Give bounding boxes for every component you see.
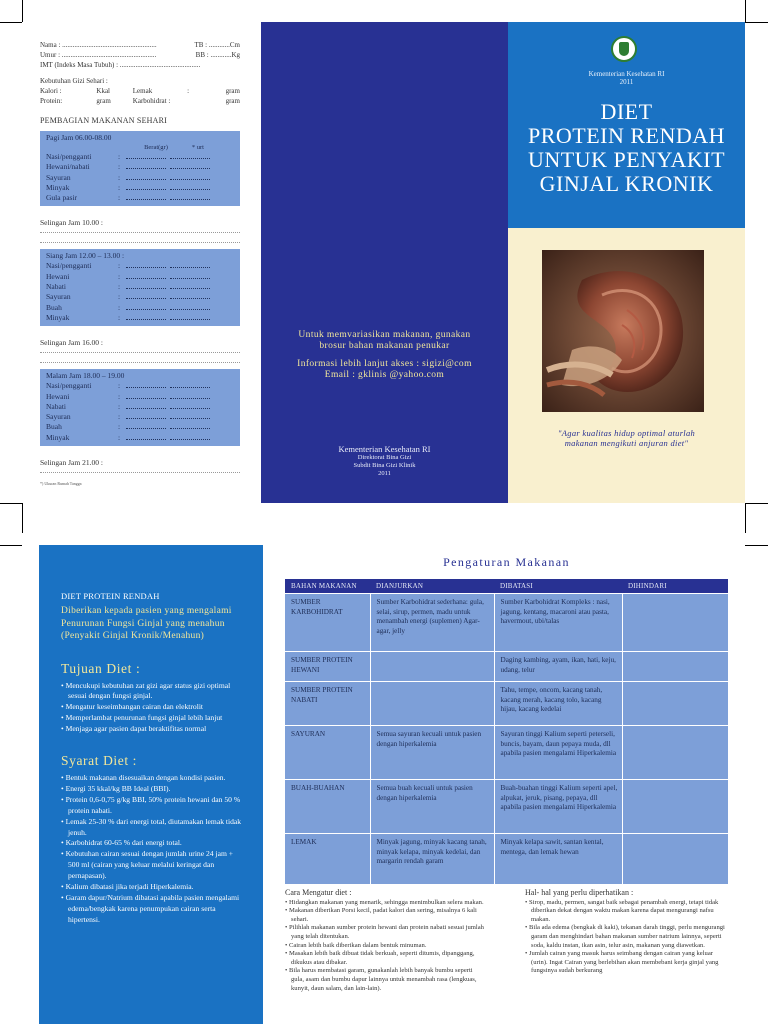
lunch-box [40, 249, 240, 326]
meal-plan-form [40, 40, 240, 500]
column-header: BAHAN MAKANAN [285, 579, 370, 594]
table-header-row [285, 579, 728, 594]
list-item: • Mencukupi kebutuhan zat gizi agar status gizi optimal sesuai dengan fungsi ginjal. [61, 681, 243, 703]
table-cell: SAYURAN [285, 726, 370, 780]
meal-title: Pagi Jam 06.00-08.00 [46, 133, 112, 142]
table-cell: Daging kambing, ayam, ikan, hati, keju, udang, telur [494, 652, 622, 682]
crop-mark [22, 0, 23, 22]
requirements-heading: Syarat Diet : [61, 753, 138, 769]
column-header: DIBATASI [494, 579, 622, 594]
list-item: • Bentuk makanan disesuaikan dengan kondisi pasien. [61, 773, 243, 784]
ministry-logo-icon [611, 36, 637, 62]
crop-mark [0, 545, 22, 546]
cover-panel [508, 22, 745, 503]
needs-row-calorie: Kalori : Kkal Lemak : gram [40, 87, 240, 95]
meal-row: Sayuran : [46, 292, 234, 302]
food-table [285, 579, 728, 884]
table-cell: Sumber Karbohidrat sederhana: gula, selai, sirup, permen, madu untuk menambah energi (suplemen) Agar-agar, jelly [370, 594, 494, 652]
meal-row: Minyak : [46, 433, 234, 443]
list-item: • Menjaga agar pasien dapat beraktifitas normal [61, 724, 243, 735]
snack-morning: Selingan Jam 10.00 : [40, 218, 103, 228]
cover-title: DIET PROTEIN RENDAH UNTUK PENYAKIT GINJAL KRONIK [527, 99, 726, 196]
list-item: • Karbohidrat 60-65 % dari energi total. [61, 838, 243, 849]
crop-mark [745, 22, 768, 23]
table-cell [370, 652, 494, 682]
table-cell [622, 594, 728, 652]
list-item: • Garam dapur/Natrium dibatasi apabila pasien mengalami edema/bengkak karena penumpukan cairan serta hipertensi. [61, 893, 243, 926]
list-item: • Lemak 25-30 % dari energi total, diutamakan lemak tidak jenuh. [61, 817, 243, 839]
diet-description: Diberikan kepada pasien yang mengalami Penurunan Fungsi Ginjal yang menahun (Penyakit Ginjal Kronik/Menahun) [61, 606, 232, 641]
cover-quote: "Agar kualitas hidup optimal aturlah makanan mengikuti anjuran diet" [557, 428, 696, 448]
diet-tips [285, 889, 485, 993]
meal-row: Minyak : [46, 183, 234, 193]
table-cell: LEMAK [285, 834, 370, 884]
table-cell: Sayuran tinggi Kalium seperti peterseli, buncis, bayam, daun pepaya muda, dll apabila pasien mengalami Hiperkalemia [494, 726, 622, 780]
crop-mark [22, 503, 23, 533]
meal-row: Minyak : [46, 313, 234, 323]
table-cell: SUMBER KARBOHIDRAT [285, 594, 370, 652]
form-line-bmi: IMT (Indeks Masa Tubuh) : .............................................. [40, 61, 201, 69]
list-item: • Makanan diberikan Porsi kecil, padat kalori dan sering, misalnya 6 kali sehari. [285, 907, 485, 924]
column-header: DIANJURKAN [370, 579, 494, 594]
list-item: • Kebutuhan cairan sesuai dengan jumlah urine 24 jam + 500 ml (cairan yang keluar melalui keringat dan pernapasan). [61, 849, 243, 882]
meal-row: Nasi/pengganti : [46, 381, 234, 391]
publisher-footer: Kementerian Kesehatan RI Direktorat Bina Gizi Subdit Bina Gizi Klinik 2011 [338, 444, 431, 477]
table-cell: SUMBER PROTEIN NABATI [285, 682, 370, 726]
list-item: • Pilihlah makanan sumber protein hewani dan protein nabati sesuai jumlah yang telah ditentukan. [285, 924, 485, 941]
meal-row: Buah : [46, 303, 234, 313]
table-cell: BUAH-BUAHAN [285, 780, 370, 834]
list-item: • Masakan lebih baik dibuat tidak berkuah, seperti ditumis, dipanggang, dikukus atau dibakar. [285, 950, 485, 967]
meal-row: Nabati : [46, 282, 234, 292]
form-line-name: Nama : ...................................................... TB : ............Cm [40, 41, 240, 49]
meal-row: Nabati : [46, 402, 234, 412]
table-row [285, 834, 728, 884]
column-header: DIHINDARI [622, 579, 728, 594]
table-cell: Semua sayuran kecuali untuk pasien dengan hiperkalemia [370, 726, 494, 780]
meal-title: Siang Jam 12.00 – 13.00 : [46, 251, 125, 261]
contact-info: Informasi lebih lanjut akses : sigizi@com Email : gklinis @yahoo.com [297, 359, 472, 380]
kidney-illustration [542, 250, 704, 412]
table-cell [622, 652, 728, 682]
table-cell: Semua buah kecuali untuk pasien dengan hiperkalemia [370, 780, 494, 834]
list-item: • Cairan lebih baik diberikan dalam bentuk minuman. [285, 942, 485, 951]
table-cell [622, 682, 728, 726]
requirements-list [61, 773, 243, 926]
table-cell [622, 780, 728, 834]
table-cell [622, 726, 728, 780]
attention-notes [525, 889, 725, 976]
footnote: *) Ukuran Rumah Tangga [40, 481, 82, 487]
meal-row: Sayuran : [46, 173, 234, 183]
meal-title: Malam Jam 18.00 – 19.00 [46, 371, 125, 381]
table-row [285, 652, 728, 682]
list-item: • Bila harus membatasi garam, gunakanlah lebih banyak bumbu seperti gula, asam dan bumbu dapur lainnya untuk menambah rasa (lengkuas, kunyit, daun salam, dan lain-lain). [285, 967, 485, 993]
table-cell: Minyak jagung, minyak kacang tanah, minyak kelapa, minyak kedelai, dan margarin rendah garam [370, 834, 494, 884]
crop-mark [0, 22, 22, 23]
meal-row: Hewani : [46, 392, 234, 402]
needs-title: Kebutuhan Gizi Sehari : [40, 77, 108, 85]
list-item: • Jumlah cairan yang masuk harus seimbang dengan cairan yang keluar (urin). Ingat Cairan yang berlebihan akan membebani kerja ginjal yang fungsinya sudah berkurang [525, 950, 725, 976]
table-cell [370, 682, 494, 726]
crop-mark [745, 0, 746, 22]
crop-mark [745, 545, 768, 546]
goal-list [61, 681, 243, 736]
list-item: • Sirop, madu, permen, sangat baik sebagai penambah energi, tetapi tidak diberikan dekat dengan waktu makan karena dapat mengurangi nafsu makan. [525, 899, 725, 925]
table-row [285, 682, 728, 726]
list-item: • Memperlambat penurunan fungsi ginjal lebih lanjut [61, 713, 243, 724]
ministry-label: Kementerian Kesehatan RI 2011 [588, 70, 665, 86]
table-cell: Buah-buahan tinggi Kalium seperti apel, alpukat, jeruk, pisang, pepaya, dll apabila pasien mengalami Hiperkalemia [494, 780, 622, 834]
table-row [285, 726, 728, 780]
food-regulation-section [285, 555, 728, 1024]
diet-name: DIET PROTEIN RENDAH [61, 591, 160, 601]
crop-mark [745, 503, 768, 504]
meal-row: Hewani : [46, 272, 234, 282]
meal-row: Nasi/pengganti : [46, 152, 234, 162]
crop-mark [0, 503, 22, 504]
list-item: • Protein 0,6-0,75 g/kg BBI, 50% protein hewani dan 50 % protein nabati. [61, 795, 243, 817]
dinner-box [40, 369, 240, 446]
needs-row-protein: Protein: gram Karbohidrat : gram [40, 97, 240, 105]
table-cell [622, 834, 728, 884]
list-item: • Kalium dibatasi jika terjadi Hiperkalemia. [61, 882, 243, 893]
table-row [285, 780, 728, 834]
info-contact-panel [261, 22, 508, 503]
meal-row: Hewani/nabati : [46, 162, 234, 172]
meal-row: Gula pasir : [46, 193, 234, 203]
meal-row: Buah : [46, 422, 234, 432]
section-title: Pengaturan Makanan [443, 555, 570, 569]
table-row [285, 594, 728, 652]
list-item: • Energi 35 kkal/kg BB Ideal (BBI). [61, 784, 243, 795]
table-cell: Minyak kelapa sawit, santan kental, mentega, dan lemak hewan [494, 834, 622, 884]
crop-mark [745, 503, 746, 533]
goal-heading: Tujuan Diet : [61, 660, 141, 676]
meal-row: Sayuran : [46, 412, 234, 422]
meal-columns: Berat(gr) * urt [144, 144, 204, 151]
snack-afternoon: Selingan Jam 16.00 : [40, 338, 103, 348]
meal-row: Nasi/pengganti : [46, 261, 234, 271]
daily-meal-heading: PEMBAGIAN MAKANAN SEHARI [40, 116, 168, 125]
list-item: • Mengatur keseimbangan cairan dan elektrolit [61, 702, 243, 713]
table-cell: Sumber Karbohidrat Kompleks : nasi, jagung, kentang, macaroni atau pasta, havermout, ubi/talas [494, 594, 622, 652]
variation-note: Untuk memvariasikan makanan, gunakan brosur bahan makanan penukar [298, 330, 471, 351]
diet-tips-heading: Cara Mengatur diet : [285, 888, 352, 897]
snack-evening: Selingan Jam 21.00 : [40, 458, 103, 468]
diet-info-panel [39, 545, 263, 1024]
list-item: • Bila ada edema (bengkak di kaki), tekanan darah tinggi, perlu mengurangi garam dan menghindari bahan makanan sumber natrium lainnya, seperti soda, kaldu instan, ikan asin, telur asin, makanan yang diawetkan. [525, 924, 725, 950]
cover-header [508, 22, 745, 228]
breakfast-box [40, 131, 240, 206]
attention-heading: Hal- hal yang perlu diperhatikan : [525, 888, 634, 897]
form-line-age: Umur : ...................................................... BB : ............Kg [40, 51, 240, 59]
list-item: • Hidangkan makanan yang menarik, sehingga menimbulkan selera makan. [285, 899, 485, 908]
table-cell: Tahu, tempe, oncom, kacang tanah, kacang merah, kacang tolo, kacang hijau, kacang kedelai [494, 682, 622, 726]
table-cell: SUMBER PROTEIN HEWANI [285, 652, 370, 682]
